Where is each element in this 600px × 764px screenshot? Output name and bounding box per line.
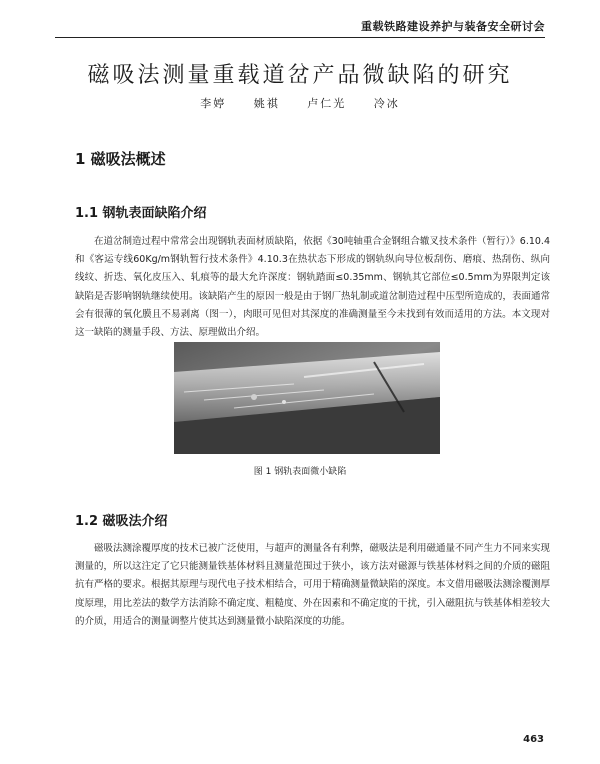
rail-photo-graphic	[174, 342, 440, 454]
rail-defect-photo	[174, 342, 440, 454]
running-header: 重载铁路建设养护与装备安全研讨会	[55, 18, 545, 38]
section-1-1-paragraph: 在道岔制造过程中常常会出现钢轨表面材质缺陷，依据《30吨轴重合金钢组合辙叉技术条件（暂行）》6.10.4和《客运专线60Kg/m钢轨暂行技术条件》4.10.3在热状态下形成的钢轨纵向导位板刮伤、磨痕、热刮伤、纵向线纹、折迭、氧化皮压入、轧痕等的最大允许深度：钢轨踏面≤0.35mm、钢轨其它部位≤0.5mm为界限判定该缺陷是否影响钢轨继续使用。该缺陷产生的原因一般是由于钢厂热轧制或道岔制造过程中压型所造成的，表面通常会有很薄的氧化膜且不易剥离（图一），肉眼可见但对其深度的准确测量至今未找到有效而适用的方法。本文现对这一缺陷的测量手段、方法、原理做出介绍。	[75, 236, 551, 339]
page-number: 463	[523, 734, 544, 745]
section-1-1-heading: 1.1 钢轨表面缺陷介绍	[75, 206, 207, 221]
section-1-2-heading: 1.2 磁吸法介绍	[75, 514, 168, 529]
author-name: 卢仁光	[307, 97, 347, 110]
author-name: 姚祺	[253, 97, 280, 110]
paper-title: 磁吸法测量重载道岔产品微缺陷的研究	[87, 63, 513, 88]
figure-caption: 图 1 钢轨表面微小缺陷	[253, 467, 347, 477]
author-list	[0, 95, 600, 111]
section-1-heading: 1 磁吸法概述	[75, 150, 166, 168]
author-name: 李婷	[200, 97, 227, 110]
author-name: 冷冰	[373, 97, 400, 110]
section-1-2-paragraph: 磁吸法测涂覆厚度的技术已被广泛使用，与超声的测量各有利弊，磁吸法是利用磁通量不同产生力不同来实现测量的，所以这注定了它只能测量铁基体材料且测量范围过于狭小，该方法对磁源与铁基体材料之间的介质的磁阻抗有严格的要求。根据其原理与现代电子技术相结合，可用于精确测量微缺陷的深度。本文借用磁吸法测涂覆测厚度原理，用比差法的数学方法消除不确定度、粗糙度、外在因素和不确定度的干扰，引入磁阻抗与铁基体相差较大的介质，用适合的测量调整片使其达到测量微小缺陷深度的功能。	[75, 543, 551, 627]
